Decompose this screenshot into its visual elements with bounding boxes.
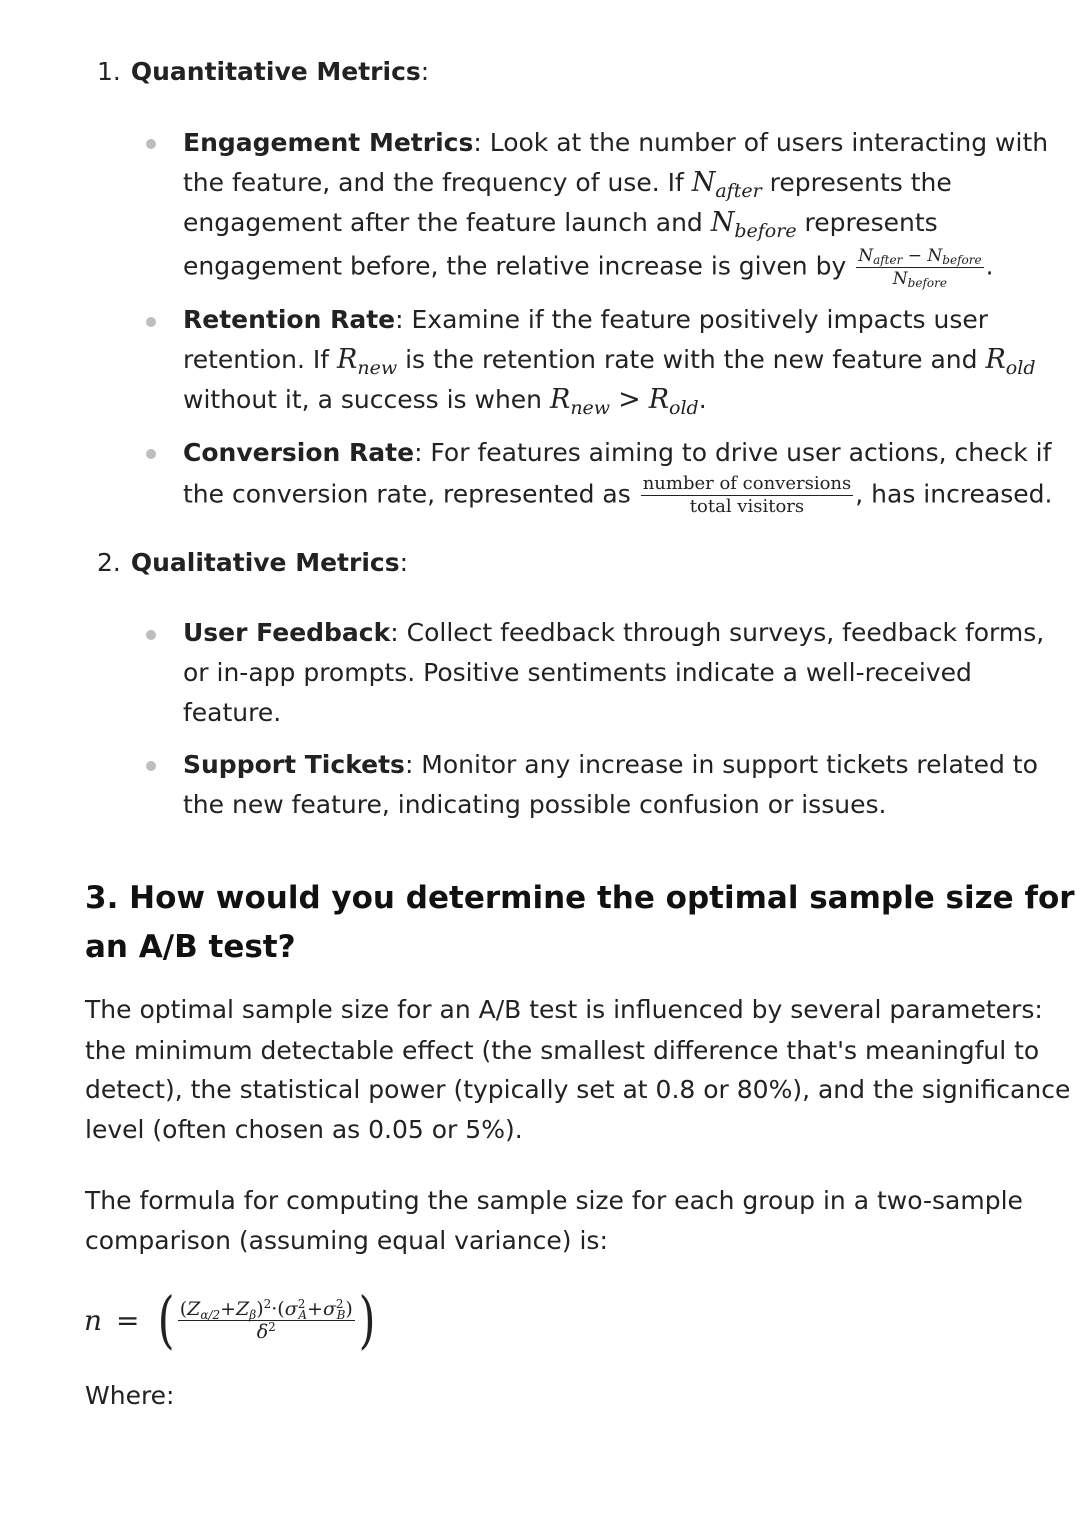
math-r-comparison: $R_{new} > R_{old}$ bbox=[549, 384, 699, 419]
list-item-conversion-line: Conversion Rate: For features aiming to drive user actions, check if bbox=[183, 438, 1052, 467]
list-item-conversion-line: the conversion rate, represented as $\frac{\text{number of conversions}}{\text{total visitors}}$ , has increased. bbox=[183, 473, 1053, 517]
math-relative-increase-fraction: $\frac{N_{after} - N_{before}}{N_{before}}$ bbox=[858, 246, 982, 290]
paragraph-line: the minimum detectable effect (the smallest difference that's meaningful to bbox=[85, 1036, 1040, 1065]
item-label-support: Support Tickets bbox=[183, 750, 405, 779]
math-conversion-fraction: $\frac{\text{number of conversions}}{\text{total visitors}}$ bbox=[642, 473, 852, 517]
question-heading: 3. How would you determine the optimal sample size for bbox=[85, 880, 1075, 916]
list-item-feedback-line: or in-app prompts. Positive sentiments indicate a well-received bbox=[183, 658, 972, 687]
item-label-engagement: Engagement Metrics bbox=[183, 128, 474, 157]
where-label: Where: bbox=[85, 1381, 175, 1410]
paragraph-line: detect), the statistical power (typically set at 0.8 or 80%), and the significance bbox=[85, 1075, 1071, 1104]
question-heading: an A/B test? bbox=[85, 929, 296, 965]
list-item-feedback-line: User Feedback: Collect feedback through surveys, feedback forms, bbox=[183, 618, 1045, 647]
item-label-conversion: Conversion Rate bbox=[183, 438, 415, 467]
left-paren: ( bbox=[157, 1283, 175, 1356]
section-title: Quantitative Metrics bbox=[130, 57, 421, 86]
bullet-dot bbox=[146, 139, 156, 149]
section-number: 2. bbox=[97, 548, 121, 577]
paragraph-line: comparison (assuming equal variance) is: bbox=[85, 1226, 608, 1255]
right-paren: ) bbox=[358, 1283, 376, 1356]
section-title: Qualitative Metrics bbox=[130, 548, 400, 577]
sample-size-formula: n = ( $(Z_{\alpha/2}+Z_\beta)^2\cdot(\sigma^2_A+\sigma^2_B)$ $\delta^2$ ) bbox=[84, 1283, 376, 1356]
list-item-retention-line: Retention Rate: Examine if the feature positively impacts user bbox=[183, 305, 989, 334]
list-item-engagement-line: engagement before, the relative increase is given by $\frac{N_{after} - N_{before}}{N_{before}}$ . bbox=[183, 246, 994, 290]
section-quantitative-heading: 1. Quantitative Metrics: bbox=[97, 57, 430, 86]
math-n-before: $N_{before}$ bbox=[710, 207, 797, 242]
bullet-dot bbox=[146, 630, 156, 640]
bullet-dot bbox=[146, 761, 156, 771]
bullet-dot bbox=[146, 317, 156, 327]
paragraph-line: level (often chosen as 0.05 or 5%). bbox=[85, 1115, 523, 1144]
list-item-engagement-line: engagement after the feature launch and $N_{before}$ represents bbox=[183, 207, 938, 242]
item-label-feedback: User Feedback bbox=[183, 618, 391, 647]
math-n-after: $N_{after}$ bbox=[691, 167, 762, 202]
math-r-old: $R_{old}$ bbox=[985, 344, 1036, 379]
list-item-support-line: Support Tickets: Monitor any increase in support tickets related to bbox=[183, 750, 1038, 779]
list-item-support-line: the new feature, indicating possible confusion or issues. bbox=[183, 790, 887, 819]
item-label-retention: Retention Rate bbox=[183, 305, 396, 334]
formula-fraction: $(Z_{\alpha/2}+Z_\beta)^2\cdot(\sigma^2_A+\sigma^2_B)$ $\delta^2$ bbox=[179, 1296, 353, 1343]
list-item-retention-line: retention. If $R_{new}$ is the retention rate with the new feature and $R_{old}$ bbox=[183, 344, 1036, 379]
paragraph-line: The formula for computing the sample size for each group in a two-sample bbox=[85, 1186, 1023, 1215]
paragraph-line: The optimal sample size for an A/B test is influenced by several parameters: bbox=[85, 995, 1043, 1024]
math-r-new: $R_{new}$ bbox=[337, 344, 398, 379]
list-item-retention-line: without it, a success is when $R_{new} > R_{old}$. bbox=[183, 384, 707, 419]
list-item-engagement-line: the feature, and the frequency of use. If $N_{after}$ represents the bbox=[183, 167, 952, 202]
list-item-engagement-line: Engagement Metrics: Look at the number of users interacting with bbox=[183, 128, 1049, 157]
list-item-feedback-line: feature. bbox=[183, 698, 282, 727]
section-number: 1. bbox=[97, 57, 121, 86]
bullet-dot bbox=[146, 449, 156, 459]
section-qualitative-heading: 2. Qualitative Metrics: bbox=[97, 548, 409, 577]
